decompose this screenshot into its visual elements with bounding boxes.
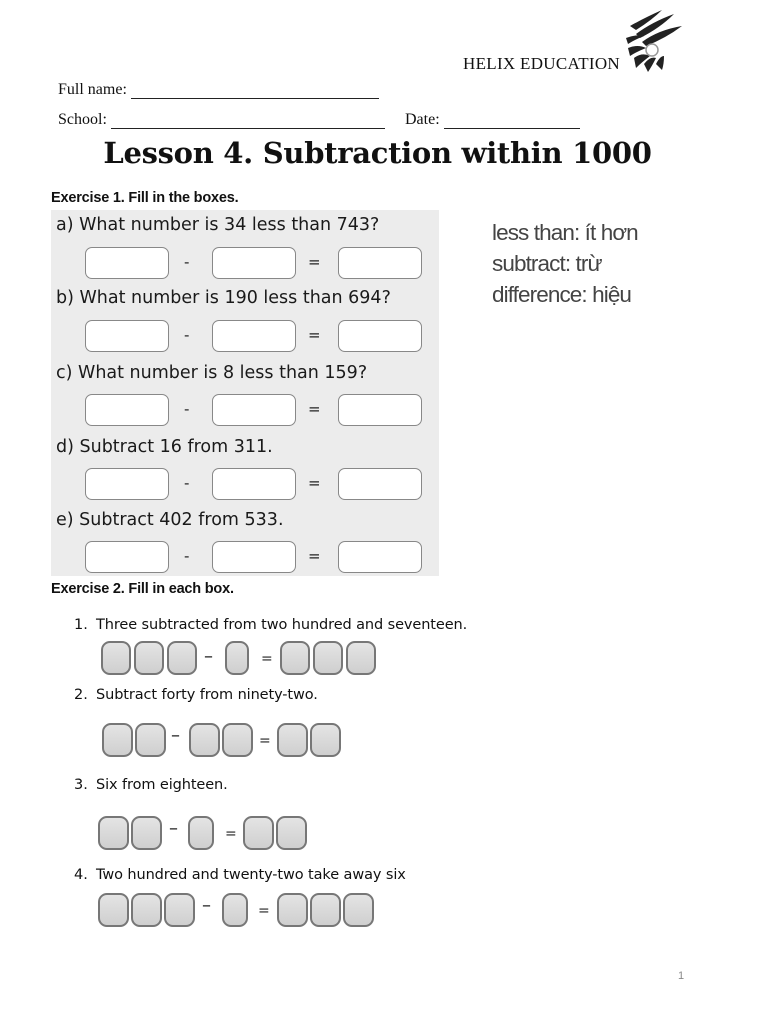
item-text: Six from eighteen. [96,777,228,793]
exercise1-question: c) What number is 8 less than 159? [56,363,368,383]
minus-sign: – [169,818,178,839]
digit-box[interactable] [131,816,162,850]
answer-box[interactable] [85,247,169,279]
digit-box[interactable] [164,893,195,927]
minus-sign: – [204,646,213,667]
exercise2-heading: Exercise 2. Fill in each box. [51,581,234,597]
school-label: School: [58,111,107,128]
exercise1-question: d) Subtract 16 from 311. [56,437,273,457]
answer-box[interactable] [338,247,422,279]
digit-box[interactable] [167,641,197,675]
full-name-field[interactable] [58,81,379,99]
digit-box[interactable] [188,816,214,850]
equals-sign: = [308,547,321,565]
equals-sign: = [308,400,321,418]
school-line[interactable] [111,115,385,129]
digit-box[interactable] [131,893,162,927]
answer-box[interactable] [338,541,422,573]
date-line[interactable] [444,115,580,129]
answer-box[interactable] [85,541,169,573]
minus-sign: – [171,725,180,746]
equals-sign: = [308,253,321,271]
vocab-difference: difference: hiệu [492,282,632,307]
digit-box[interactable] [101,641,131,675]
equals-sign: = [225,826,237,842]
minus-sign: - [184,326,190,344]
equals-sign: = [261,651,273,667]
helix-logo-icon [622,8,684,74]
answer-box[interactable] [338,468,422,500]
digit-box[interactable] [276,816,307,850]
answer-box[interactable] [212,394,296,426]
equals-sign: = [258,903,270,919]
page-title: Lesson 4. Subtraction within 1000 [103,136,652,170]
minus-sign: - [184,253,190,271]
item-number: 2. [74,687,88,703]
digit-box[interactable] [277,893,308,927]
answer-box[interactable] [212,468,296,500]
item-number: 3. [74,777,88,793]
digit-box[interactable] [280,641,310,675]
school-field[interactable] [58,111,385,129]
exercise1-heading: Exercise 1. Fill in the boxes. [51,190,239,206]
digit-box[interactable] [222,723,253,757]
page-number: 1 [678,970,685,982]
date-field[interactable] [405,111,580,129]
vocab-subtract: subtract: trừ [492,251,602,276]
item-number: 4. [74,867,88,883]
digit-box[interactable] [277,723,308,757]
digit-box[interactable] [343,893,374,927]
item-text: Two hundred and twenty-two take away six [96,867,406,883]
digit-box[interactable] [310,723,341,757]
exercise1-question: b) What number is 190 less than 694? [56,288,391,308]
answer-box[interactable] [212,541,296,573]
item-text: Three subtracted from two hundred and seventeen. [96,617,468,633]
minus-sign: - [184,547,190,565]
answer-box[interactable] [212,247,296,279]
digit-box[interactable] [243,816,274,850]
equals-sign: = [308,326,321,344]
digit-box[interactable] [189,723,220,757]
full-name-line[interactable] [131,85,379,99]
exercise1-question: a) What number is 34 less than 743? [56,215,380,235]
digit-box[interactable] [222,893,248,927]
digit-box[interactable] [225,641,249,675]
answer-box[interactable] [212,320,296,352]
digit-box[interactable] [135,723,166,757]
date-label: Date: [405,111,440,128]
digit-box[interactable] [310,893,341,927]
full-name-label: Full name: [58,81,127,98]
answer-box[interactable] [338,394,422,426]
equals-sign: = [308,474,321,492]
minus-sign: - [184,474,190,492]
answer-box[interactable] [338,320,422,352]
minus-sign: – [202,895,211,916]
vocab-less-than: less than: ít hơn [492,220,638,245]
digit-box[interactable] [346,641,376,675]
minus-sign: - [184,400,190,418]
digit-box[interactable] [98,816,129,850]
item-text: Subtract forty from ninety-two. [96,687,318,703]
answer-box[interactable] [85,394,169,426]
equals-sign: = [259,733,271,749]
digit-box[interactable] [98,893,129,927]
answer-box[interactable] [85,468,169,500]
item-number: 1. [74,617,88,633]
exercise1-question: e) Subtract 402 from 533. [56,510,284,530]
brand-name: HELIX EDUCATION [463,54,621,73]
digit-box[interactable] [313,641,343,675]
answer-box[interactable] [85,320,169,352]
digit-box[interactable] [134,641,164,675]
digit-box[interactable] [102,723,133,757]
